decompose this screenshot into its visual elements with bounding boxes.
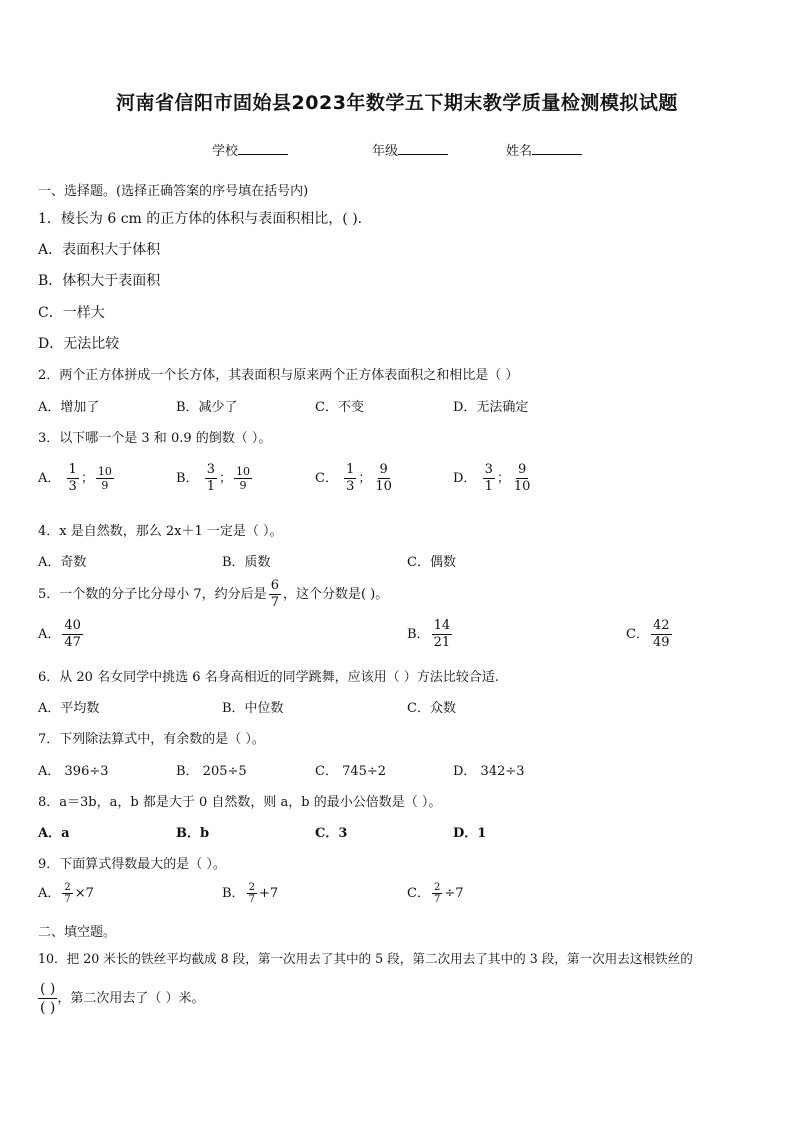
grade-field[interactable]	[372, 140, 448, 159]
q1-option-b: B．体积大于表面积	[38, 273, 161, 289]
fraction: $\frac{1}{3}$	[346, 462, 355, 494]
school-blank[interactable]	[238, 142, 288, 155]
q1-option-d: D．无法比较	[38, 336, 120, 352]
question-7: 7．下列除法算式中，有余数的是（ ）。	[38, 732, 265, 747]
q2-option-d: D．无法确定	[453, 400, 529, 415]
q9-option-a: A． $\frac{2}{7}$ ×7	[38, 882, 94, 905]
question-3: 3．以下哪一个是 3 和 0.9 的倒数（ ）。	[38, 431, 272, 446]
q7-option-d: D． 342÷3	[453, 764, 525, 779]
fraction: $\frac{10}{9}$	[97, 465, 112, 492]
fraction: $\frac{2}{7}$	[64, 882, 71, 905]
question-1: 1．棱长为 6 cm 的正方体的体积与表面积相比，( )．	[38, 211, 372, 227]
school-field[interactable]	[212, 140, 288, 159]
q7-option-c: C． 745÷2	[315, 764, 387, 779]
fraction: $\frac{2}{7}$	[248, 882, 255, 905]
q1-option-a: A．表面积大于体积	[38, 242, 161, 258]
name-field[interactable]	[506, 140, 582, 159]
name-blank[interactable]	[532, 142, 582, 155]
q6-option-a: A．平均数	[38, 701, 100, 716]
q8-option-b: B．b	[176, 826, 210, 841]
fraction: $\frac{42}{49}$	[652, 618, 670, 650]
q8-option-c: C．3	[315, 826, 348, 841]
q7-option-b: B． 205÷5	[176, 764, 247, 779]
grade-blank[interactable]	[398, 142, 448, 155]
q4-option-a: A．奇数	[38, 555, 87, 570]
fraction: $\frac{9}{10}$	[513, 462, 531, 494]
fraction: $\frac{2}{7}$	[433, 882, 441, 905]
q8-option-d: D．1	[453, 826, 487, 841]
q3-option-d: D． $\frac{3}{1}$ ； $\frac{9}{10}$	[453, 462, 531, 494]
question-2: 2．两个正方体拼成一个长方体，其表面积与原来两个正方体表面积之和相比是（ ）	[38, 368, 519, 383]
q5-option-a: A． $\frac{40}{47}$	[38, 618, 81, 650]
question-4: 4．x 是自然数，那么 2x＋1 一定是（ ）。	[38, 524, 283, 539]
question-9: 9．下面算式得数最大的是（ ）。	[38, 857, 226, 872]
page-title: 河南省信阳市固始县2023年数学五下期末教学质量检测模拟试题	[116, 92, 678, 114]
q4-option-b: B．质数	[222, 555, 271, 570]
q3-option-c: C． $\frac{1}{3}$ ； $\frac{9}{10}$	[315, 462, 392, 494]
grade-label: 年级	[372, 144, 399, 159]
q9-option-b: B． $\frac{2}{7}$ +7	[222, 882, 279, 905]
question-5: 5．一个数的分子比分母小 7，约分后是 $\frac{6}{7}$ ，这个分数是( )。	[38, 578, 389, 610]
section-1-heading: 一、选择题。(选择正确答案的序号填在括号内)	[38, 184, 309, 199]
fraction: $\frac{3}{1}$	[206, 462, 215, 494]
q2-option-a: A．增加了	[38, 400, 100, 415]
fraction: $\frac{1}{3}$	[68, 462, 77, 494]
section-2-heading: 二、填空题。	[38, 925, 117, 940]
fraction: $\frac{9}{10}$	[375, 462, 392, 494]
q9-option-c: C． $\frac{2}{7}$ ÷7	[407, 882, 464, 905]
q2-option-b: B．减少了	[176, 400, 238, 415]
q6-option-c: C．众数	[407, 701, 456, 716]
question-8: 8．a＝3b，a，b 都是大于 0 自然数，则 a，b 的最小公倍数是（ ）。	[38, 795, 442, 810]
q1-option-c: C．一样大	[38, 305, 105, 321]
fraction: $\frac{6}{7}$	[270, 578, 279, 610]
fraction: $\frac{14}{21}$	[433, 618, 451, 650]
q2-option-c: C．不变	[315, 400, 364, 415]
name-label: 姓名	[506, 144, 533, 159]
question-10: 10．把 20 米长的铁丝平均截成 8 段，第一次用去了其中的 5 段，第二次用去了其中的 3 段，第一次用去这根铁丝的	[38, 951, 693, 966]
q3-option-b: B． $\frac{3}{1}$ ； $\frac{10}{9}$	[176, 462, 250, 494]
answer-fraction-blank[interactable]: ( ) ( )	[40, 981, 56, 1016]
q5-option-c: C． $\frac{42}{49}$	[626, 618, 670, 650]
q8-option-a: A．a	[38, 826, 70, 841]
school-label: 学校	[212, 144, 239, 159]
fraction: $\frac{40}{47}$	[64, 618, 81, 650]
question-10-continuation: ( ) ( ) ，第二次用去了（ ）米。	[40, 981, 205, 1016]
q6-option-b: B．中位数	[222, 701, 284, 716]
q3-option-a: A． $\frac{1}{3}$ ； $\frac{10}{9}$	[38, 462, 112, 494]
fraction: $\frac{3}{1}$	[484, 462, 493, 494]
q5-option-b: B． $\frac{14}{21}$	[407, 618, 451, 650]
fraction: $\frac{10}{9}$	[236, 465, 250, 492]
q4-option-c: C．偶数	[407, 555, 456, 570]
question-6: 6．从 20 名女同学中挑选 6 名身高相近的同学跳舞，应该用（ ）方法比较合适.	[38, 670, 499, 685]
q7-option-a: A． 396÷3	[38, 764, 109, 779]
